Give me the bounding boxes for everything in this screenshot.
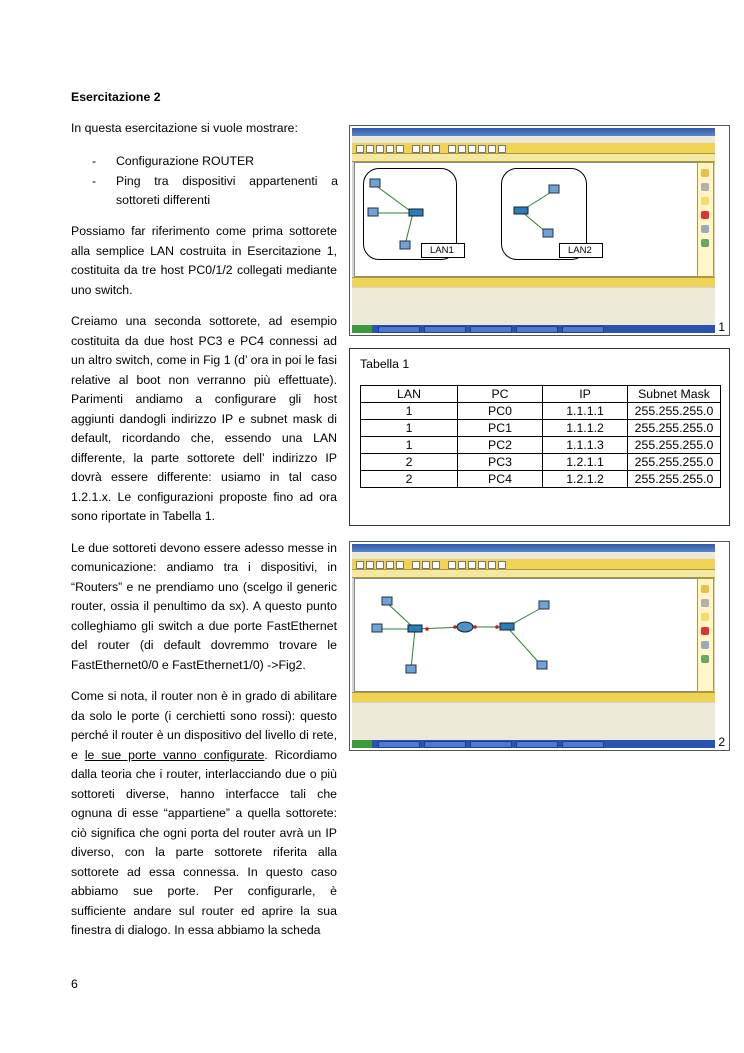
column-header: PC <box>458 386 543 403</box>
note-icon <box>701 197 709 205</box>
inspect-icon <box>701 225 709 233</box>
resize-icon <box>701 239 709 247</box>
column-header: LAN <box>361 386 458 403</box>
screenshot-packet-tracer <box>352 128 715 333</box>
list-item: - Configurazione ROUTER <box>92 152 338 172</box>
lan1-label: LAN1 <box>421 243 465 258</box>
topology-canvas <box>354 578 698 692</box>
device-panel <box>352 288 715 325</box>
topology-canvas <box>354 162 698 277</box>
os-taskbar <box>352 325 715 333</box>
network-diagram <box>355 163 675 273</box>
section-heading: Esercitazione 2 <box>71 90 161 104</box>
os-taskbar <box>352 740 715 748</box>
table-row: 2 PC4 1.2.1.2 255.255.255.0 <box>361 471 721 488</box>
select-icon <box>701 169 709 177</box>
table-row: 1 PC2 1.1.1.3 255.255.255.0 <box>361 437 721 454</box>
table-row: 2 PC3 1.2.1.1 255.255.255.0 <box>361 454 721 471</box>
table-header-row <box>361 386 721 403</box>
figure-2 <box>349 541 730 751</box>
underlined-phrase: le sue porte vanno configurate <box>84 747 265 762</box>
body-column <box>71 222 337 953</box>
note-icon <box>701 613 709 621</box>
resize-icon <box>701 655 709 663</box>
bullet-text: Configurazione ROUTER <box>116 154 255 168</box>
bullet-text: Ping tra dispositivi appartenenti a sottoreti differenti <box>116 173 338 207</box>
toolbar <box>352 559 715 570</box>
table-row: 1 PC1 1.1.1.2 255.255.255.0 <box>361 420 721 437</box>
window-titlebar <box>352 544 715 552</box>
column-header: Subnet Mask <box>628 386 721 403</box>
workspace-bar <box>352 570 715 578</box>
figure-number: 2 <box>718 735 725 749</box>
start-button <box>352 740 372 748</box>
move-icon <box>701 599 709 607</box>
bullet-list <box>92 152 338 211</box>
page-number: 6 <box>71 977 78 991</box>
toolbar <box>352 143 715 154</box>
table-title: Tabella 1 <box>360 357 410 371</box>
delete-icon <box>701 211 709 219</box>
paragraph: Possiamo far riferimento come prima sottorete alla semplice LAN costruita in Esercitazione 1, costituita da tre host PC0/1/2 collegati mediante uno switch. <box>71 224 337 297</box>
window-titlebar <box>352 128 715 136</box>
tool-panel <box>697 162 714 277</box>
status-bar <box>352 692 715 702</box>
figure-number: 1 <box>718 320 725 334</box>
paragraph: Le due sottoreti devono essere adesso messe in comunicazione: andiamo tra i dispositivi, in “Routers” e ne prendiamo uno (scelgo il generic router, ossia il penultimo da sx). A questo punto colleghiamo gli switch a due porte FastEthernet del router (di default dovremmo trovare le FastEthernet0/0 e FastEthernet1/0) ->Fig2. <box>71 540 337 672</box>
status-bar <box>352 277 715 287</box>
screenshot-packet-tracer <box>352 544 715 748</box>
paragraph: Come si nota, il router non è in grado di abilitare da solo le porte (i cerchietti sono rossi): questo perché il router è un dispositivo del livello di rete, e le sue porte vanno configurate. Ricordiamo dalla teoria che i router, interlacciando due o più sottoreti diverse, hanno interfacce tali che ognuna di esse “appartiene” a quella sottorete: ciò significa che ogni porta del router avrà un IP diverso, con la parte sottorete riferita alla sottorete ad essa connessa. In questo caso abbiamo sue porte. Per configurarle, è sufficiente andare sul router ed aprire la sua finestra di dialogo. In essa abbiamo la scheda <box>71 689 337 937</box>
network-diagram <box>355 579 675 694</box>
paragraph: Creiamo una seconda sottorete, ad esempio costituita da due host PC3 e PC4 connessi ad un altro switch, come in Fig 1 (d’ ora in poi le fasi relative al boot non verranno più effettuate). Parimenti andiamo a configurare gli host aggiunti dandogli indirizzo IP e subnet mask di default, ricordando che, essendo una LAN differente, la parte sottorete dell’ indirizzo IP dovrà essere differente: usiamo in tal caso 1.2.1.x. Le configurazioni proposte fino ad ora sono riportate in Tabella 1. <box>71 314 337 523</box>
select-icon <box>701 585 709 593</box>
tool-panel <box>697 578 714 692</box>
table-figure <box>349 348 730 526</box>
inspect-icon <box>701 641 709 649</box>
delete-icon <box>701 627 709 635</box>
intro-text: In questa esercitazione si vuole mostrare: <box>71 121 298 135</box>
lan2-label: LAN2 <box>559 243 603 258</box>
start-button <box>352 325 372 333</box>
move-icon <box>701 183 709 191</box>
workspace-bar <box>352 154 715 162</box>
ip-table <box>360 385 721 488</box>
device-panel <box>352 703 715 740</box>
table-row: 1 PC0 1.1.1.1 255.255.255.0 <box>361 403 721 420</box>
list-item: - Ping tra dispositivi appartenenti a sottoreti differenti <box>92 172 338 211</box>
column-header: IP <box>543 386 628 403</box>
figure-1 <box>349 125 730 336</box>
